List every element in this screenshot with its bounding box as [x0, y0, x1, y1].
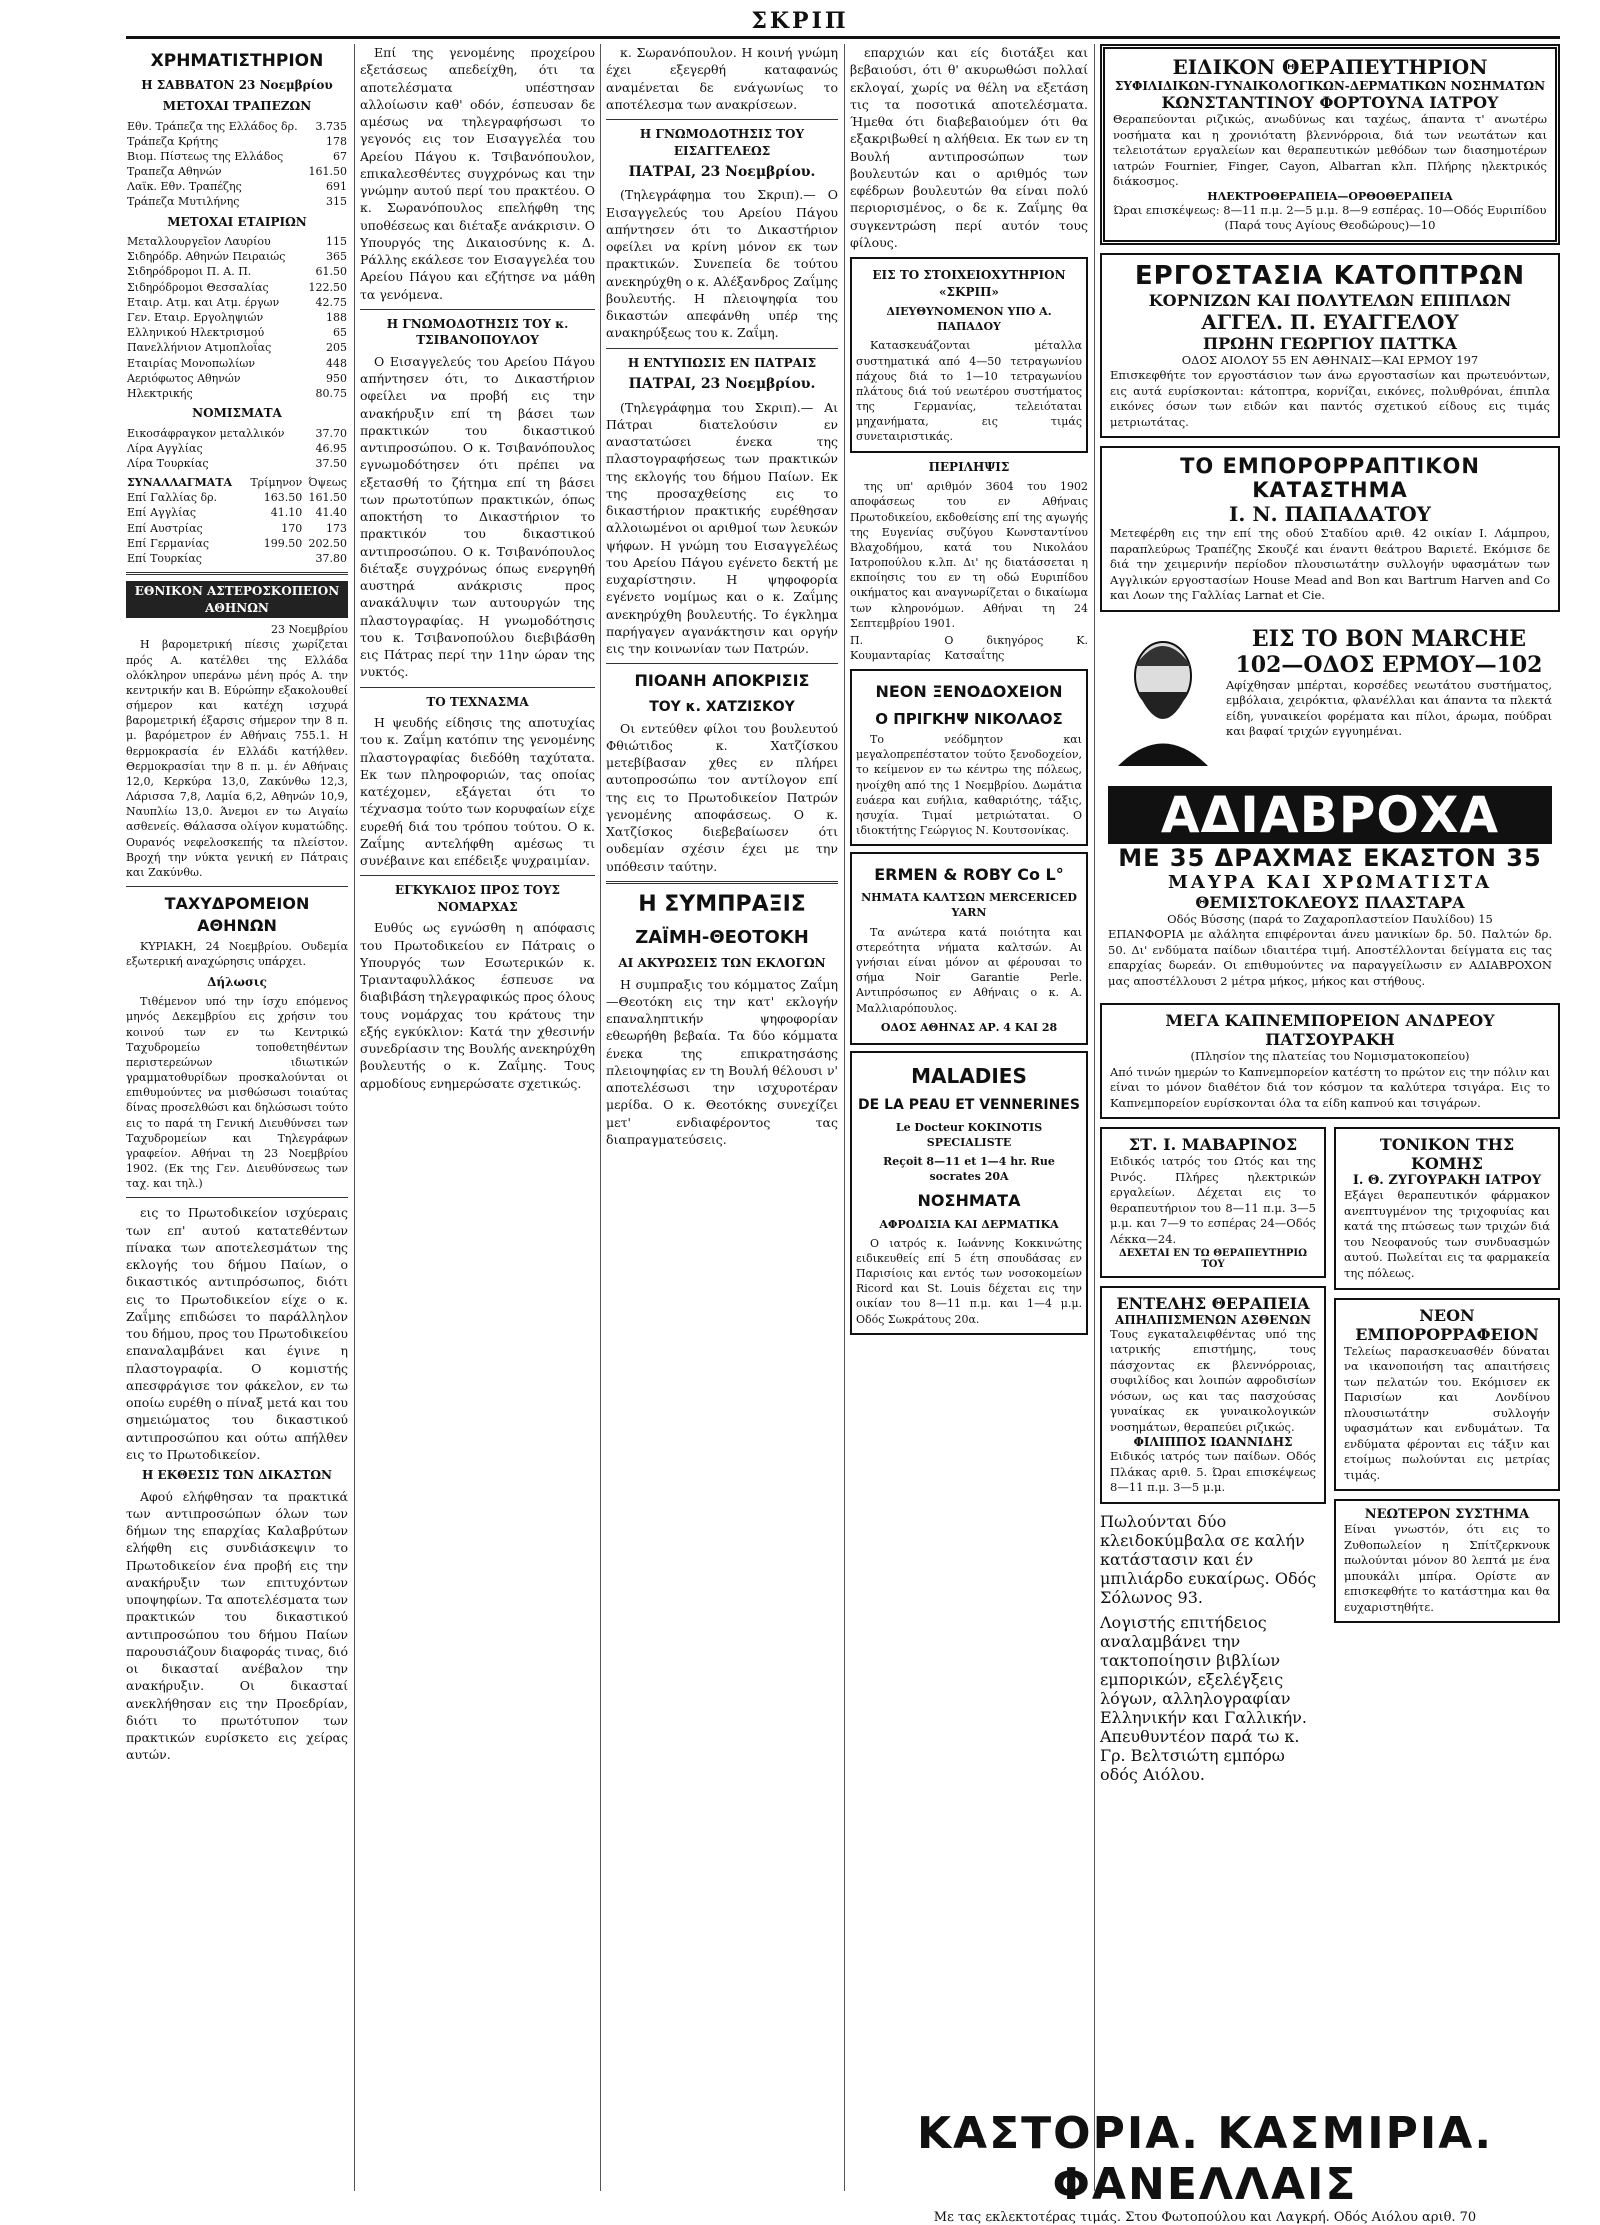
- bottom-ad: [850, 2108, 1560, 2225]
- rain-title: ΑΔΙΑΒΡΟΧΑ: [1108, 786, 1552, 844]
- clinic-sub: ΣΥΦΙΛΙΔΙΚΩΝ-ΓΥΝΑΙΚΟΛΟΓΙΚΩΝ-ΔΕΡΜΑΤΙΚΩΝ ΝΟΣΗΜΑΤΩΝ: [1114, 79, 1546, 93]
- table-row: Βιομ. Πίστεως της Ελλάδος 67: [127, 149, 347, 163]
- sewing-owner: Ι. Ν. ΠΑΠΑΔΑΤΟΥ: [1229, 502, 1431, 527]
- table-row: Μεταλλουργεῖον Λαυρίου 115: [127, 235, 347, 249]
- bonmarche-title: ΕΙΣ ΤΟ BON MARCHE: [1251, 625, 1527, 652]
- table-row: Εταιρίας Μονοπωλίων 448: [127, 356, 347, 370]
- masthead: ΣΚΡΙΠ: [751, 8, 849, 34]
- coins-title: ΝΟΜΙΣΜΑΤΑ: [192, 406, 282, 421]
- sewing-ad: [1100, 446, 1560, 612]
- story-text: Επί της γενομένης προχείρου εξετάσεως απεδείχθη, ότι τα αποτελέσματα υπέστησαν αλλοίωσιν καθ' οδόν, έσπευσαν δε αμέσως να τηλεγραφήσωσι το γεγονός εις τον Εισαγγελέα του Αρείου Πάγου κ. Τσιβανόπουλον, επικαλεσθέντες συγχρόνως και την γνώμην αυτού περί του πρακτέου. Ο κ. Σωρανόπουλος επελήφθη της υποθέσεως και διέταξε ανάκρισιν. Ο Υπουργός της Δικαιοσύνης κ. Δ. Ράλλης εκάλεσε τον Εισαγγελέα του Αρείου Πάγου και εζήτησε να μάθη τα γενόμενα.: [360, 45, 595, 302]
- union-title: Η ΣΥΜΠΡΑΞΙΣ: [638, 891, 806, 917]
- filippos-title: ΦΙΛΙΠΠΟΣ ΙΩΑΝΝΙΔΗΣ: [1133, 1435, 1293, 1450]
- table-row: Πανελλήνιον Ατμοπλοΐας 205: [127, 341, 347, 355]
- banks-table: [126, 119, 348, 210]
- peri-signatures: [850, 633, 1088, 663]
- judges-title: Η ΕΚΘΕΣΙΣ ΤΩΝ ΔΙΚΑΣΤΩΝ: [142, 1468, 332, 1483]
- mavarinos-sub: ΔΕΧΕΤΑΙ ΕΝ ΤΩ ΘΕΡΑΠΕΥΤΗΡΙΩ ΤΟΥ: [1119, 1247, 1307, 1270]
- tonic-text: Εξάγει θεραπευτικόν φάρμακον ανεπτυγμένον της τριχοφυίας και κατά της πτώσεως των τριχών διά του Νεοφανούς των συνδυασμών αυτού. Πωλείται εις τα φαρμακεία της πόλεως.: [1344, 1188, 1550, 1280]
- ermen-title: ERMEN & ROBY Co L°: [874, 865, 1064, 885]
- table-row: Εθν. Τράπεζα της Ελλάδος δρ. 3.735: [127, 119, 347, 133]
- union-sub2: ΑΙ ΑΚΥΡΩΣΕΙΣ ΤΩΝ ΕΚΛΟΓΩΝ: [618, 956, 826, 971]
- portrait-illustration: [1108, 626, 1218, 766]
- column-2: [360, 44, 595, 1094]
- bottom-ad-line: Με τας εκλεκτοτέρας τιμάς. Στου Φωτοπούλου και Λαγκρή. Οδός Αιόλου αριθ. 70: [933, 2210, 1477, 2225]
- table-row: Τραπεζα Αθηνών 161.50: [127, 165, 347, 179]
- mirror-ad: [1100, 253, 1560, 439]
- ermen-text: Τα ανώτερα κατά ποιότητα και στερεότητα νήματα καλτσών. Αι γνήσιαι είναι μόνον αι φέρουσαι το σήμα Noir Garantie Perle. Αντιπρόσωπος εν Αθήναις ο κ. Α. Μαλλιαρόπουλος.: [856, 925, 1082, 1015]
- sewing-text: Μετεφέρθη εις την επί της οδού Σταδίου αριθ. 42 οικίαν Ι. Λάμπρου, παραπλεύρως Τραπέζης Σκουζέ και έναντι θεάτρου Βαριετέ. Εκόμισε δε διά την χειμερινήν περίοδον πλουσιωτάτην συλλογήν υφασμάτων των Αγγλικών εργοστασίων House Mead and Bon και Bartrum Harven and Co και Λοων της Γαλλίας Larnat et Cie.: [1110, 526, 1550, 603]
- neon-text: Τελείως παρασκευασθέν δύναται να ικανοποιήση τας απαιτήσεις των πελατών του. Εκόμισεν εκ Παρισίων και Λονδίνου πλουσιωτάτην συλλογήν υφασμάτων και ενδυμάτων. Τα ενδύματα φέρονται εις τάξιν και ετοίμως πωλούνται εις μετρίας τιμάς.: [1344, 1343, 1550, 1482]
- system-title: ΝΕΩΤΕΡΟΝ ΣΥΣΤΗΜΑ: [1364, 1507, 1530, 1523]
- peri-title: ΠΕΡΙΛΗΨΙΣ: [928, 459, 1010, 474]
- post-date: ΚΥΡΙΑΚΗ, 24 Νοεμβρίου. Ουδεμία εξωτερική αναχώρησις υπάρχει.: [126, 940, 348, 969]
- circular-title: ΕΓΚΥΚΛΙΟΣ ΠΡΟΣ ΤΟΥΣ ΝΟΜΑΡΧΑΣ: [394, 883, 561, 914]
- union-sub: ΖΑΪΜΗ-ΘΕΟΤΟΚΗ: [635, 927, 809, 949]
- bonmarche-ad: [1100, 620, 1560, 772]
- scrip-store-title: ΕΙΣ ΤΟ ΣΤΟΙΧΕΙΟΧΥΤΗΡΙΟΝ «ΣΚΡΙΠ»: [872, 268, 1066, 299]
- table-row: Σιδηρόδρ. Αθηνών Πειραιώς 365: [127, 250, 347, 264]
- prosecutor-text: (Τηλεγράφημα του Σκριπ).— Ο Εισαγγελεύς του Αρείου Πάγου απήντησεν ότι το Δικαστήριον οφείλει να κρίνη μόνον εκ των πρακτικών. Συνεπεία δε τούτου ανεκηρύχθη ο κ. Αλέξανδρος Ζαΐμης βουλευτής. Η πλειοψηφία του δικαστών απεφάνθη υπέρ της ανακηρύξεως του κ. Ζαΐμη.: [606, 187, 838, 341]
- column-divider: [1094, 44, 1095, 2191]
- tsivanopoulos-title: Η ΓΝΩΜΟΔΟΤΗΣΙΣ ΤΟΥ κ. ΤΣΙΒΑΝΟΠΟΥΛΟΥ: [386, 316, 569, 348]
- banks-title: ΜΕΤΟΧΑΙ ΤΡΑΠΕΖΩΝ: [162, 99, 312, 113]
- clinic-ad: [1100, 44, 1560, 245]
- ads-two-col: [1100, 1127, 1560, 1783]
- tonic-doctor: Ι. Θ. ΖΥΓΟΥΡΑΚΗ ΙΑΤΡΟΥ: [1352, 1173, 1542, 1189]
- rain-shop: ΘΕΜΙΣΤΟΚΛΕΟΥΣ ΠΛΑΣΤΑΡΑ: [1195, 892, 1465, 912]
- table-row: Εικοσάφραγκον μεταλλικόν 37.70: [127, 426, 347, 440]
- rain-addr: Οδός Βύσσης (παρά το Ζαχαροπλαστείον Παυλίδου) 15: [1167, 911, 1493, 926]
- mirror-prev: ΠΡΩΗΝ ΓΕΩΡΓΙΟΥ ΠΑΤΤΚΑ: [1203, 333, 1457, 353]
- bonmarche-addr: 102—ΟΔΟΣ ΕΡΜΟΥ—102: [1235, 651, 1543, 678]
- top-rule: [126, 36, 1560, 39]
- table-row: Επί Αγγλίας 41.10 41.40: [127, 506, 347, 520]
- hotel-title: ΝΕΟΝ ΞΕΝΟΔΟΧΕΙΟΝ: [875, 682, 1063, 702]
- therapy-sub: ΑΠΗΛΠΙΣΜΕΝΩΝ ΑΣΘΕΝΩΝ: [1115, 1312, 1311, 1327]
- mirror-addr: ΟΔΟΣ ΑΙΟΛΟΥ 55 ΕΝ ΑΘΗΝΑΙΣ—ΚΑΙ ΕΡΜΟΥ 197: [1181, 352, 1479, 367]
- hotel-ad: [850, 669, 1088, 846]
- companies-table: [126, 234, 348, 401]
- post-sub: Δήλωσις: [207, 974, 267, 989]
- pioani-title: ΠΙΟΑΝΗ ΑΠΟΚΡΙΣΙΣ: [634, 671, 810, 691]
- therapy-title: ΕΝΤΕΛΗΣ ΘΕΡΑΠΕΙΑ: [1116, 1293, 1310, 1313]
- rain-text: ΕΠΑΝΦΟΡΙΑ με αλάλητα επιφέρονται άνευ μανικίων δρ. 50. Παλτών δρ. 50. Δι' ενδύματα παίδων ιδιαιτέρα τιμή. Αποστέλλονται δείγματα εις τας επαρχίας δωρεάν. Οι επιθυμούντες να παραγγείλωσιν εν ΑΔΙΑΒΡΟΧΟΝ μας αποστέλλουσι 2 μέτρα μήκος, μήκος και στήθους.: [1108, 927, 1552, 988]
- nosimata-title: ΝΟΣΗΜΑΤΑ: [917, 1191, 1021, 1211]
- trick-title: ΤΟ ΤΕΧΝΑΣΜΑ: [426, 694, 529, 709]
- table-row: Λίρα Τουρκίας 37.50: [127, 456, 347, 470]
- impression-text: (Τηλεγράφημα του Σκριπ).— Αι Πάτραι διατελούσιν εν αναστατώσει ένεκα της πλαστογραφήσεως των πρακτικών της εκλογής του δήμου Παίων. Εκ της προσαχθείσης εις το δικαστήριον πρακτικής ευρέθησαν αλλοιωμένοι οι αριθμοί των λευκών ψήφων. Η γνώμη του Εισαγγελέως του Αρείου Πάγου εγένετο δεκτή με ευχαρίστησιν. Η ψηφοφορία εγένετο νομίμως και ο κ. Ζαΐμης ανεκηρύχθη βουλευτής. Το έγκλημα παρήγαγεν αγανάκτησιν και οργήν εις την κοινωνίαν των Πατρών.: [606, 399, 838, 657]
- peri-text: της υπ' αριθμόν 3604 του 1902 αποφάσεως του εν Αθήναις Πρωτοδικείου, εκδοθείσης επί της αγωγής της Ευγενίας συζύγου Κωνσταντίνου Βλαχοδήμου, κατά του Νικολάου Ιατροπούλου κ.λπ. Δι' ης διατάσσεται η εκποίησις του εν τη οδώ Ευριπίδου οικήματος και αναγνωρίζεται ο δικαίωμα των κληρονόμων. Αθήναι τη 24 Σεπτεμβρίου 1901.: [850, 480, 1088, 630]
- scrip-store-text: Κατασκευάζονται μέταλλα συστηματικά από 4—50 τετραγωνίου πάχους διά το 1—10 τετραγωνίου πλάτους διά τού νεωτέρου συστήματος της Γερμανίας, τελειόταται μηχανήματα, εις τιμάς συνεταιριστικάς.: [856, 339, 1082, 444]
- table-row: Λαϊκ. Εθν. Τραπέζης 691: [127, 180, 347, 194]
- exchange-title: ΧΡΗΜΑΤΙΣΤΗΡΙΟΝ: [150, 51, 324, 71]
- clinic-title: ΕΙΔΙΚΟΝ ΘΕΡΑΠΕΥΤΗΡΙΟΝ: [1172, 55, 1488, 79]
- observatory-text: Η βαρομετρική πίεσις χωρίζεται πρός Α. κατέλθει της Ελλάδα ολόκληρον υπεράνω μένη πρός Α. την κεντρικήν και Β. Εύρώπην εξακολουθεί σήμερον και κατέχη ισχυρά βαρομετρική έξαρσις σήμερον την 8 π. μ. βαρόμετρον έν Αθήναις 755.1. Η θερμοκρασία έν Ελλάδι κατήλθεν. Θερμοκρασίαι την 8 π. μ. έν Αθήναις 12,0, Κερκύρα 13,0, Ζακύνθω 12,3, Λάρισσα 7,8, Λαμία 6,2, Αθηνών 10,9, Ναυπλίω 13,0. Άνεμοι εν τω Αιγαίω ασθενείς. Θάλασσα ολίγον κυματώδης. Ουρανός νεφελοσκεπής τα πλείστον. Βροχή την νύκτα γενική εν Πάτραις και Ζακύνθω.: [126, 638, 348, 879]
- maladies-hours: Reçoit 8—11 et 1—4 hr. Rue socrates 20A: [883, 1155, 1055, 1184]
- table-row: Εταιρ. Ατμ. και Ατμ. έργων 42.75: [127, 295, 347, 309]
- column-divider: [600, 44, 601, 2191]
- maladies-title: MALADIES: [911, 1063, 1027, 1088]
- therapy-text: Τους εγκαταλειφθέντας υπό της ιατρικής επιστήμης, τους πάσχοντας εκ βλεννόρροιας, συφιλίδος και λοιπών αφροδισίων νόσων, ως και τας πασχούσας γυναίκας εκ γυναικολογικών νοσημάτων, θεραπεύει ριζικώς.: [1110, 1326, 1316, 1434]
- nosimata-sub: ΑΦΡΟΔΙΣΙΑ ΚΑΙ ΔΕΡΜΑΤΙΚΑ: [879, 1217, 1059, 1231]
- mirror-owner: ΑΓΓΕΛ. Π. ΕΥΑΓΓΕΛΟΥ: [1201, 309, 1459, 334]
- table-row: Επί Τουρκίας 37.80: [127, 551, 347, 565]
- column-divider: [354, 44, 355, 2191]
- judges-text: Αφού ελήφθησαν τα πρακτικά των αντιπροσώπων όλων των δήμων της επαρχίας Καλαβρύτων ελήφθη εις συνδιάσκεψιν το Πρωτοδικείον ένα προβή εις την ανακήρυξιν των επιτυχόντων υποψηφίων. Τα αποτελέσματα των πρακτικών του δικαστικού αντιπροσώπου του δήμου Παίων παρουσιάζουν διαφοράς τινας, διό οι δικασταί ανέβαλον την ανακήρυξιν. Οι δικασταί ανεκλήθησαν εις την Προεδρίαν, διότι το πρωτότυπον των πρακτικών ευρίσκετο εις χείρας αυτών.: [126, 1488, 348, 1763]
- mavarinos-ad: [1100, 1127, 1326, 1277]
- table-row: Επί Γαλλίας δρ. 163.50 161.50: [127, 491, 347, 505]
- mirror-text: Επισκεφθήτε τον εργοστάσιον των άνω εργοστασίων και πρωτευόντων, εις αυτά ευρίσκονται: κάτοπτρα, κορνίζαι, εικόνες, πολυθρόναι, έπιπλα εικόνες όσων των ειδών και παντός σχετικού είδους εις τιμάς μετριωτάτας.: [1110, 368, 1550, 429]
- cheese-text: Πωλούνται δύο κλειδοκύμβαλα σε καλήν κατάστασιν και έν μπιλιάρδο ευκαίρως. Οδός Σόλωνος 93.: [1100, 1511, 1317, 1607]
- filippos-text: Ειδικός ιατρός των παίδων. Οδός Πλάκας αριθ. 5. Ώραι επισκέψεως 8—11 π.μ. 3—5 μ.μ.: [1110, 1449, 1316, 1495]
- neon-ad: [1334, 1298, 1560, 1492]
- companies-title: ΜΕΤΟΧΑΙ ΕΤΑΙΡΙΩΝ: [167, 214, 307, 229]
- bonmarche-text: Αφίχθησαν μπέρται, κορσέδες νεωτάτου συστήματος, εμβόλαια, χειρόκτια, φλανέλλαι και άπαντα τα πλεκτά είδη, γυναικείοι φορέματα και πίλοι, άρωμα, πούδραι και βαφαί τριχών εγγυημέναι.: [1226, 677, 1552, 739]
- rain-ad: [1100, 780, 1560, 996]
- table-row: Σιδηρόδρομοι Π. Α. Π. 61.50: [127, 265, 347, 279]
- maladies-sub: DE LA PEAU ET VENNERINES: [858, 1097, 1080, 1114]
- table-row: Τράπεζα Κρήτης 178: [127, 134, 347, 148]
- column-3: [606, 44, 838, 1150]
- column-1: [126, 44, 348, 1766]
- ads-right: [1334, 1127, 1560, 1783]
- mavarinos-title: ΣΤ. Ι. ΜΑΒΑΡΙΝΟΣ: [1128, 1135, 1298, 1155]
- circular-text: Ευθύς ως εγνώσθη η απόφασις του Πρωτοδικείου εν Πάτραις ο Υπουργός των Εσωτερικών κ. Τριανταφυλλάκος έσπευσε να διαβιβάση τηλεγραφικώς προς όλους τους νομάρχας του κράτους την εξής εγκύκλιον: Κατά την χθεσινήν συνεδρίασιν της Βουλής ανεκηρύχθη βουλευτής ο κ. Ζαΐμης. Τους αρμοδίους ενημερώσατε σχετικώς.: [360, 920, 595, 1091]
- maladies-doctor: Le Docteur KOKINOTIS SPECIALISTE: [895, 1120, 1043, 1149]
- hat-ad: [1100, 1003, 1560, 1119]
- mavarinos-text: Ειδικός ιατρός του Ωτός και της Ρινός. Πλήρες ηλεκτρικών εργαλείων. Δέχεται εις το θεραπευτήριον του 8—11 π.μ. 3—5 μ.μ. και 7—9 το εσπέρας 24—Οδός Λέκκα—24.: [1110, 1154, 1316, 1246]
- story-text: κ. Σωρανόπουλον. Η κοινή γνώμη έχει εξεγερθή καταφανώς αναμένεται δε ενάγωνίως το αποτέλεσμα των ανακρίσεων.: [606, 45, 838, 112]
- table-row: Γεν. Εταιρ. Εργοληψιών 188: [127, 310, 347, 324]
- therapy-ad: [1100, 1286, 1326, 1504]
- tsivanopoulos-text: Ο Εισαγγελεύς του Αρείου Πάγου απήντησεν ότι, το Δικαστήριον οφείλει να προβή εις την ανακήρυξιν επί τη βάσει των πρακτικών του δικαστικού αντιπροσώπου. Ο κ. Τσιβανόπουλος εγνωμοδότησεν ότι πρέπει να εξετασθή το ζήτημα επί τη βάσει των πρωτοτύπων πρακτικών, όπως αποκτήση το Δικαστήριον το πρακτικόν του δικαστικού αντιπροσώπου. Ο κ. Τσιβανόπουλος διέταξε συγχρόνως όπως ενεργηθή αυστηρά ανάκρισις προς ανακάλυψιν των αυτουργών της πλαστογραφίας. Η γνωμοδότησις του κ. Τσιβανοπούλου διεβιβάσθη εις Πάτρας περί την 11ην ώραν της νυκτός.: [360, 353, 595, 680]
- union-text: Η συμπραξις του κόμματος Ζαΐμη—Θεοτόκη εις την κατ' εκλογήν επαναληπτικήν ψηφοφορίαν εθεωρήθη βεβαία. Τα δύο κόμματα ένεκα της επικρατησάσης πλειοψηφίας εν τη Βουλή θέλουσι ν' αποτελέσωσι την ισχυροτέραν μερίδα. Ο κ. Θεοτόκης συνεχίζει μετ' ενδιαφέροντος τας διαπραγματεύσεις.: [606, 976, 838, 1147]
- system-ad: [1334, 1499, 1560, 1623]
- table-row: Επί Γερμανίας 199.50 202.50: [127, 536, 347, 550]
- table-row: Λίρα Αγγλίας 46.95: [127, 441, 347, 455]
- tonic-title: ΤΟΝΙΚΟΝ ΤΗΣ ΚΟΜΗΣ: [1379, 1135, 1515, 1174]
- table-row: Αεριόφωτος Αθηνών 950: [127, 371, 347, 385]
- maladies-ad: [850, 1051, 1088, 1335]
- post-title: ΤΑΧΥΔΡΟΜΕΙΟΝ ΑΘΗΝΩΝ: [164, 894, 310, 936]
- ermen-addr: ΟΔΟΣ ΑΘΗΝΑΣ ΑΡ. 4 ΚΑΙ 28: [880, 1020, 1058, 1034]
- mirror-title: ΕΡΓΟΣΤΑΣΙΑ ΚΑΤΟΠΤΡΩΝ: [1134, 260, 1526, 291]
- trick-text: Η ψευδής είδησις της αποτυχίας του κ. Ζαΐμη κατόπιν της γενομένης πλαστογραφίας διεδόθη ταχύτατα. Εκ των πληροφοριών, τας οποίας κατέχομεν, εξάγεται ότι το τέχνασμα τούτο των κορυφαίων είχε ευρεθή διά του τρόπου τούτου. Ο κ. Ζαΐμης αντελήφθη αμέσως τι συνέβαινε και επέδειξε ψυχραιμίαν.: [360, 715, 595, 869]
- column-divider: [844, 44, 845, 2191]
- prosecutor-title: Η ΓΝΩΜΟΔΟΤΗΣΙΣ ΤΟΥ ΕΙΣΑΓΓΕΛΕΩΣ: [639, 127, 805, 158]
- rain-sub: ΜΕ 35 ΔΡΑΧΜΑΣ ΕΚΑΣΤΟΝ 35: [1118, 843, 1542, 872]
- prosecutor-dateline: ΠΑΤΡΑΙ, 23 Νοεμβρίου.: [628, 164, 816, 181]
- table-row: Ηλεκτρικής 80.75: [127, 386, 347, 400]
- bottom-ad-title: ΚΑΣΤΟΡΙΑ. ΚΑΣΜΙΡΙΑ. ΦΑΝΕΛΛΑΙΣ: [916, 2108, 1494, 2210]
- post-text: Τιθέμενον υπό την ίσχυ επόμενος μηνός Δεκεμβρίου εις χρήσιν του κοινού των εν τω Κεντρικώ Ταχυδρομείω τοποθετηθέντων περιστερεώνων ιδιωτικών γραμματοθυρίδων προσκαλούνται οι επιθυμούντες να μισθώσωσι τοιαύτας δίνας προσελθώσι και δηλώσωσι τούτο εις το παρά τη Γενική Διευθύνσει των Ταχυδρομείων και Τηλεγράφων γραφείον. Αθήναι τη 23 Νοεμβρίου 1902. (Εκ της Γεν. Διευθύνσεως των ταχ. και τηλ.): [126, 995, 348, 1191]
- nosimata-text: Ο ιατρός κ. Ιωάννης Κοκκινώτης ειδικευθείς επί 5 έτη σπουδάσας εν Παρισίοις και εντός των νοσοκομείων Ricord και St. Louis δέχεται εις την οικίαν του 8—11 π.μ. και 1—4 μ.μ. Οδός Σωκράτους 20α.: [856, 1236, 1082, 1326]
- clinic-hours: Ώραι επισκέψεως: 8—11 π.μ. 2—5 μ.μ. 8—9 εσπέρας. 10—Οδός Ευριπίδου (Παρά τους Αγίους Θεοδώρους)—10: [1113, 202, 1547, 233]
- pioani-text: Οι εντεύθεν φίλοι του βουλευτού Φθιώτιδος κ. Χατζίσκου μετεβίβασαν χθες εν πλήρει αυτοπροσώπω τον αντίλογον επί της εις το Πρωτοδικείον Πατρών γενομένης αποφάσεως. Ο κ. Χατζίσκος διεβεβαίωσεν ότι ουδεμίαν σχέσιν έχει με την υπόθεσιν ταύτην.: [606, 720, 838, 874]
- hat-title: ΜΕΓΑ ΚΑΠΝΕΜΠΟΡΕΙΟΝ ΑΝΔΡΕΟΥ ΠΑΤΣΟΥΡΑΚΗ: [1165, 1011, 1495, 1050]
- vintage-text: Λογιστής επιτήδειος αναλαμβάνει την τακτοποίησιν βιβλίων εμπορικών, εξελέγξεις λόγων, αλληλογραφίαν Ελληνικήν και Γαλλικήν. Απευθυντέον παρά τω κ. Γρ. Βελτσιώτη εμπόρω οδός Αιόλου.: [1100, 1612, 1307, 1784]
- impression-title: Η ΕΝΤΥΠΩΣΙΣ ΕΝ ΠΑΤΡΑΙΣ: [627, 355, 817, 370]
- ermen-sub: ΝΗΜΑΤΑ ΚΑΛΤΣΩΝ MERCERICED YARN: [861, 891, 1077, 920]
- peri-sign-left: Π. Κουμανταρίας: [850, 633, 931, 663]
- hat-sub: (Πλησίον της πλατείας του Νομισματοκοπείου): [1190, 1049, 1470, 1064]
- observatory-date: 23 Νοεμβρίου: [270, 623, 348, 637]
- system-text: Είναι γνωστόν, ότι εις το Ζυθοπωλείον η Σπίτζερκνουκ πωλούνται μόνον 80 λεπτά με ένα μπουκάλι μπίρα. Ορίστε αν επισκεφθήτε το κατάστημα και θα ευχαριστηθήτε.: [1344, 1522, 1550, 1614]
- scrip-store-ad: [850, 257, 1088, 453]
- hotel-sub: Ο ΠΡΙΓΚΗΨ ΝΙΚΟΛΑΟΣ: [875, 710, 1063, 729]
- coins-table: [126, 426, 348, 472]
- clinic-text: Θεραπεύονται ριζικώς, ανωδύνως και ταχέως, άπαντα τ' ανωτέρω νοσήματα και η χρονιότατη βλεννόρροια, διά των νεωτάτων και τελειοτάτων εργαλείων και θεραπευτικών μεθόδων των διασημοτέρων ιατρών Fournier, Finger, Cayon, Albarran κλπ. Πλήρης ηλεκτρικός διάκοσμος.: [1113, 112, 1547, 189]
- fx-table: [126, 475, 348, 566]
- mirror-sub: ΚΟΡΝΙΖΩΝ ΚΑΙ ΠΟΛΥΤΕΛΩΝ ΕΠΙΠΛΩΝ: [1148, 290, 1512, 310]
- observatory-title: ΕΘΝΙΚΟΝ ΑΣΤΕΡΟΣΚΟΠΕΙΟΝ ΑΘΗΝΩΝ: [126, 581, 348, 618]
- ermen-ad: [850, 852, 1088, 1045]
- tonic-ad: [1334, 1127, 1560, 1289]
- table-header: ΣΥΝΑΛΛΑΓΜΑΤΑ Τρίμηνον Όψεως: [127, 476, 347, 490]
- pioani-sub: ΤΟΥ κ. ΧΑΤΖΙΣΚΟΥ: [649, 699, 795, 716]
- table-row: Επί Αυστρίας 170 173: [127, 521, 347, 535]
- rain-colors: ΜΑΥΡΑ ΚΑΙ ΧΡΩΜΑΤΙΣΤΑ: [1167, 871, 1493, 893]
- ads-left: [1100, 1127, 1326, 1783]
- hat-text: Από τινών ημερών το Καπνεμπορείον κατέστη το πρώτον εις την πόλιν και είναι το μόνον διαθέτον διά τον κόσμον τα καλύτερα τσιγάρα. Εις το Καπνεμπορείον ευρίσκονται όλα τα είδη καπνού και τσιγάρων.: [1110, 1064, 1550, 1110]
- column-4: [850, 44, 1088, 1341]
- peri-sign-right: Ο δικηγόρος Κ. Κατσαΐτης: [944, 633, 1088, 663]
- ads-column: [1100, 44, 1560, 1784]
- exchange-date: Η ΣΑΒΒΑΤΟΝ 23 Νοεμβρίου: [141, 78, 333, 93]
- sewing-title: ΤΟ ΕΜΠΟΡΟΡΡΑΠΤΙΚΟΝ ΚΑΤΑΣΤΗΜΑ: [1180, 454, 1480, 503]
- impression-dateline: ΠΑΤΡΑΙ, 23 Νοεμβρίου.: [628, 376, 816, 393]
- table-row: Ελληνικού Ηλεκτρισμού 65: [127, 326, 347, 340]
- table-row: Σιδηρόδρομοι Θεσσαλίας 122.50: [127, 280, 347, 294]
- clinic-doctor: ΚΩΝΣΤΑΝΤΙΝΟΥ ΦΟΡΤΟΥΝΑ ΙΑΤΡΟΥ: [1161, 93, 1499, 112]
- clinic-footer: ΗΛΕΚΤΡΟΘΕΡΑΠΕΙΑ—ΟΡΘΟΘΕΡΑΠΕΙΑ: [1207, 189, 1453, 203]
- neon-title: ΝΕΟΝ ΕΜΠΟΡΟΡΡΑΦΕΙΟΝ: [1355, 1305, 1539, 1344]
- story-text: επαρχιών και είς διοτάξει και βεβαιούσι, ότι θ' ακυρωθώσι πολλαί εκλογαί, χωρίς να θέλη να εξετάση τις τα ποσοτικά αποτελέσματα. Ήμεθα ότι διαβεβαιούμεν ότι θα εξακριβωθεί η αλήθεια. Εκ των εν τη Βουλή αντιπροσώπων των βουλευτών και ο αριθμός των εφέδρων βουλευτών θα είναι πολύ περιορισμένος, ο δε κ. Ζαΐμης θα συγκεντρώση περί αυτόν τους φίλους.: [850, 45, 1088, 250]
- story-text: εις το Πρωτοδικείον ισχύεραις των επ' αυτού κατατεθέντων πίνακα των αποτελεσμάτων της εκλογής του δήμου Παίων, ο δικαστικός αντιπρόσωπος, διότι εις το Πρωτοδικείον είχε ο κ. Ζαΐμης επιδώσει το παράλληλον του δήμου, προς του Πρωτοδικείου επαναλαμβάνει και έγινε η πλαστογραφία. Ο κομιστής απεσφράγισε τον φάκελον, εν τω οποίω ευρέθη ο πίναξ μετά και του σημειώματος του δικαστικού αντιπροσώπου και ούτω απήλθεν εις το Πρωτοδικείον.: [126, 1205, 348, 1462]
- scrip-store-sub: ΔΙΕΥΘΥΝΟΜΕΝΟΝ ΥΠΟ Α. ΠΑΠΑΔΟΥ: [886, 305, 1052, 334]
- table-row: Τράπεζα Μυτιλήνης 315: [127, 195, 347, 209]
- hotel-text: Το νεόδμητον και μεγαλοπρεπέστατον τούτο ξενοδοχείον, το κείμενον εν τω κέντρω της πόλεως, ηνοίχθη από της 1 Νοεμβρίου. Δωμάτια ευάερα και ευήλια, καθαριότης, τάξις, ησυχία. Τιμαί μετριώταται. Ο ιδιοκτήτης Γεώργιος Ν. Κουτσονίκας.: [856, 733, 1082, 838]
